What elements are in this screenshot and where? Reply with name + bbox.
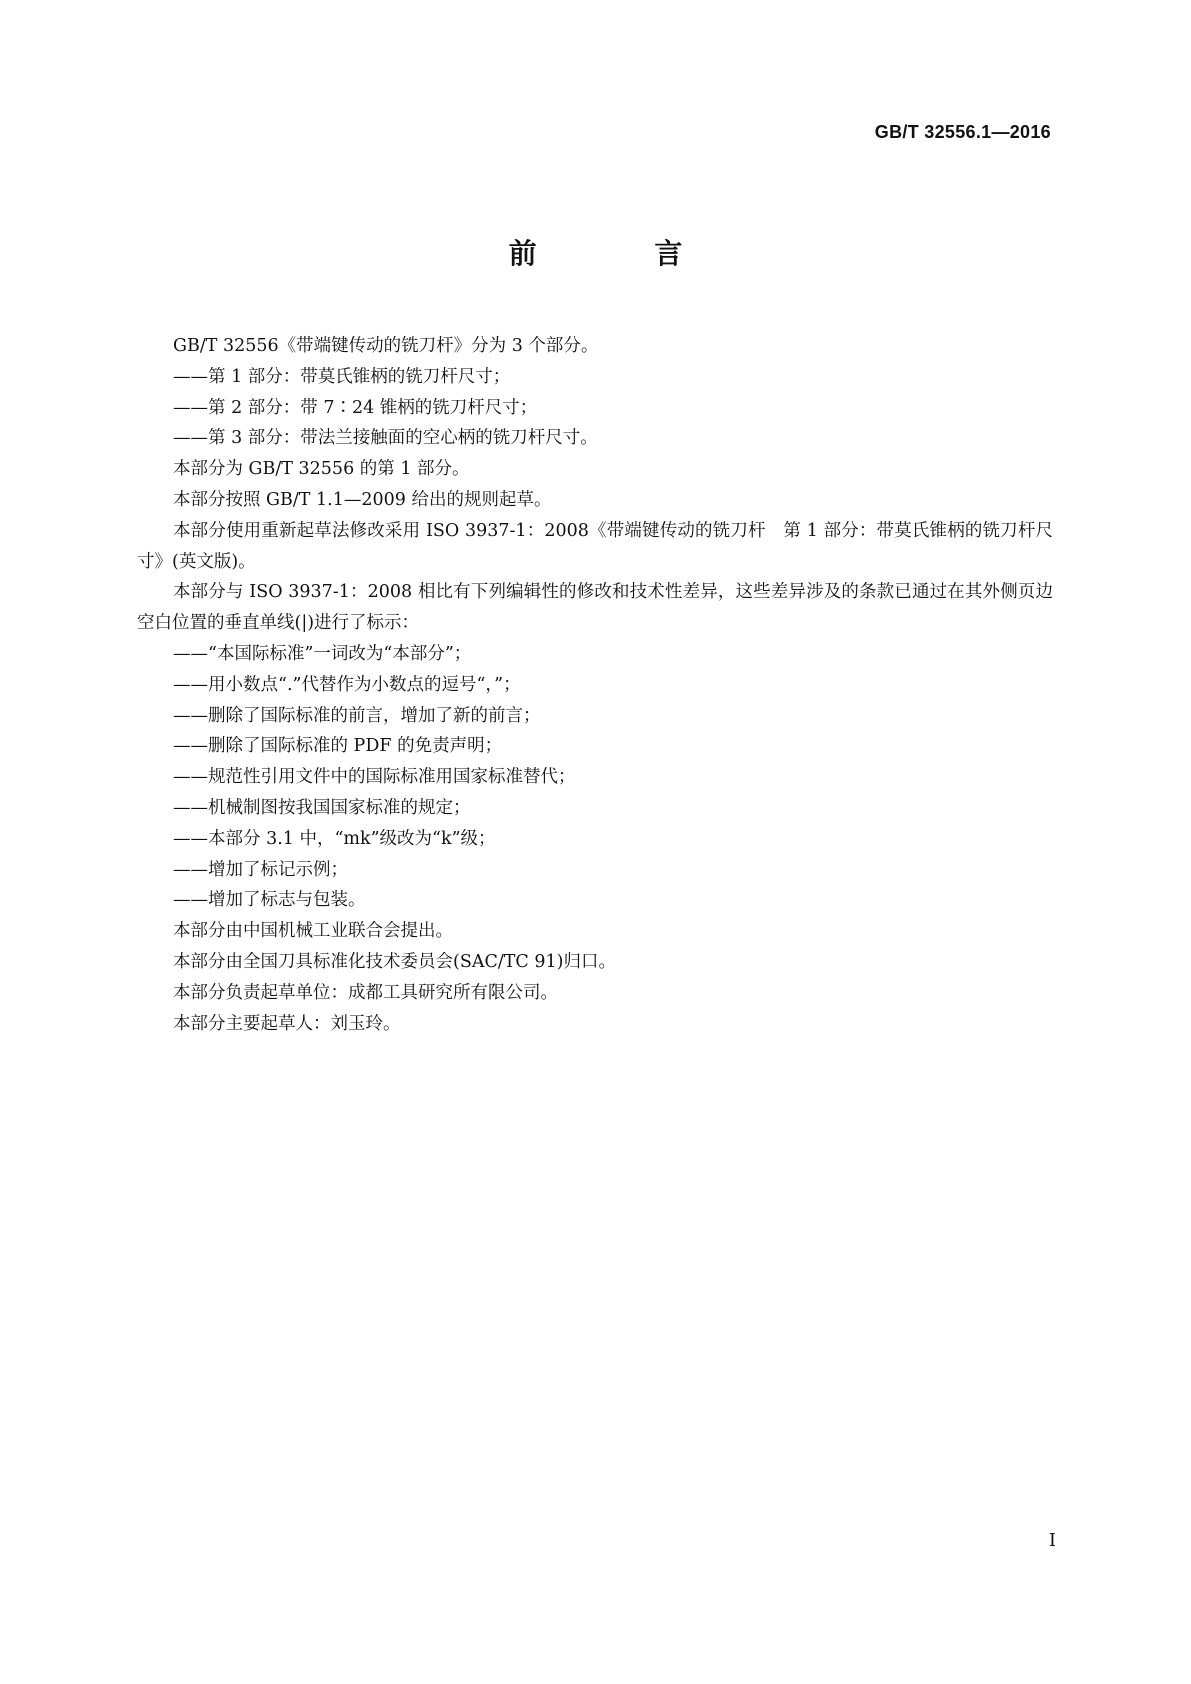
foreword-body (137, 331, 1053, 1039)
list-item-change: ——删除了国际标准的 PDF 的免责声明； (173, 736, 503, 757)
list-item-change: ——增加了标记示例； (173, 859, 348, 880)
paragraph-differences: 本部分与 ISO 3937-1：2008 相比有下列编辑性的修改和技术性差异，这些差异涉及的条款已通过在其外侧页边空白位置的垂直单线(|)进行了标示： (137, 582, 1053, 634)
paragraph-this-part: 本部分为 GB/T 32556 的第 1 部分。 (173, 459, 470, 480)
paragraph-drafting-rules: 本部分按照 GB/T 1.1—2009 给出的规则起草。 (173, 489, 552, 510)
list-item-change: ——“本国际标准”一词改为“本部分”； (173, 643, 472, 664)
list-item-change: ——规范性引用文件中的国际标准用国家标准替代； (173, 767, 576, 788)
list-item-part-1: ——第 1 部分：带莫氏锥柄的铣刀杆尺寸； (173, 366, 511, 387)
page-number: I (1048, 1530, 1056, 1551)
list-item-part-2: ——第 2 部分：带 7∶24 锥柄的铣刀杆尺寸； (173, 397, 538, 418)
paragraph-proposer: 本部分由中国机械工业联合会提出。 (173, 921, 453, 942)
page-title: 前 言 (508, 237, 737, 270)
paragraph-parts-overview: GB/T 32556《带端键传动的铣刀杆》分为 3 个部分。 (173, 336, 599, 356)
list-item-change: ——机械制图按我国国家标准的规定； (173, 797, 471, 818)
list-item-part-3: ——第 3 部分：带法兰接触面的空心柄的铣刀杆尺寸。 (173, 428, 598, 449)
paragraph-drafting-unit: 本部分负责起草单位：成都工具研究所有限公司。 (173, 982, 558, 1003)
list-item-change: ——用小数点“.”代替作为小数点的逗号“，”； (173, 674, 521, 695)
list-item-change: ——删除了国际标准的前言，增加了新的前言； (173, 705, 541, 726)
standard-code: GB/T 32556.1—2016 (874, 122, 1051, 142)
list-item-change: ——增加了标志与包装。 (173, 890, 366, 911)
paragraph-drafters: 本部分主要起草人：刘玉玲。 (173, 1013, 401, 1034)
paragraph-committee: 本部分由全国刀具标准化技术委员会(SAC/TC 91)归口。 (173, 951, 616, 972)
paragraph-adoption: 本部分使用重新起草法修改采用 ISO 3937-1：2008《带端键传动的铣刀杆 第 1 部分：带莫氏锥柄的铣刀杆尺寸》(英文版)。 (137, 520, 1053, 572)
list-item-change: ——本部分 3.1 中，“mk”级改为“k”级； (173, 828, 496, 849)
